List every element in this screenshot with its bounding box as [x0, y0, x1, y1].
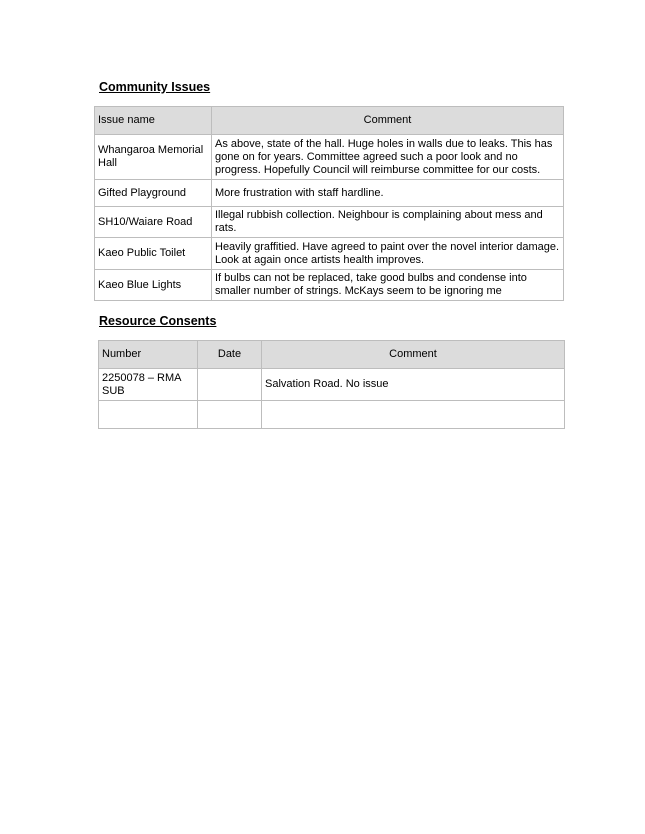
column-header-comment: Comment — [262, 341, 565, 369]
column-header-comment: Comment — [212, 107, 564, 135]
table-row — [99, 369, 565, 401]
resource-consents-heading: Resource Consents — [99, 314, 217, 328]
resource-consents-table — [98, 340, 565, 429]
table-row — [95, 238, 564, 270]
issue-comment-cell: More frustration with staff hardline. — [212, 180, 564, 207]
issue-comment-cell: If bulbs can not be replaced, take good bulbs and condense into smaller number of strings. McKays seem to be ignoring me — [212, 270, 564, 301]
table-row — [95, 207, 564, 238]
consent-date-cell — [198, 369, 262, 401]
column-header-issue-name: Issue name — [95, 107, 212, 135]
issue-name-cell: SH10/Waiare Road — [95, 207, 212, 238]
column-header-number: Number — [99, 341, 198, 369]
table-header-row — [99, 341, 565, 369]
consent-comment-cell — [262, 401, 565, 429]
table-row — [95, 135, 564, 180]
issue-comment-cell: As above, state of the hall. Huge holes in walls due to leaks. This has gone on for years. Committee agreed such a poor look and no progress. Hopefully Council will reimburse committee for our costs. — [212, 135, 564, 180]
issue-name-cell: Gifted Playground — [95, 180, 212, 207]
community-issues-table — [94, 106, 564, 301]
consent-number-cell — [99, 401, 198, 429]
table-row — [95, 180, 564, 207]
column-header-date: Date — [198, 341, 262, 369]
consent-number-cell: 2250078 – RMA SUB — [99, 369, 198, 401]
consent-date-cell — [198, 401, 262, 429]
community-issues-heading: Community Issues — [99, 80, 211, 94]
table-row — [99, 401, 565, 429]
table-row — [95, 270, 564, 301]
issue-comment-cell: Illegal rubbish collection. Neighbour is complaining about mess and rats. — [212, 207, 564, 238]
issue-name-cell: Kaeo Public Toilet — [95, 238, 212, 270]
issue-comment-cell: Heavily graffitied. Have agreed to paint over the novel interior damage. Look at again once artists health improves. — [212, 238, 564, 270]
table-header-row — [95, 107, 564, 135]
issue-name-cell: Kaeo Blue Lights — [95, 270, 212, 301]
consent-comment-cell: Salvation Road. No issue — [262, 369, 565, 401]
issue-name-cell: Whangaroa Memorial Hall — [95, 135, 212, 180]
